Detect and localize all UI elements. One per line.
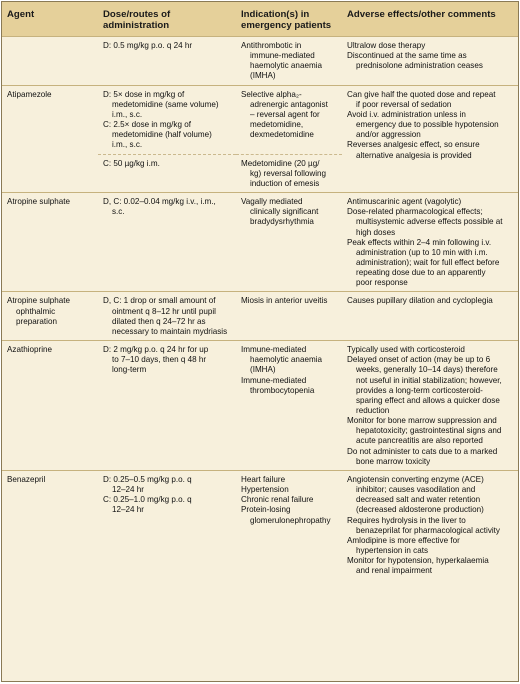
adverse-cell: Angiotensin converting enzyme (ACE) inhibitor; causes vasodilation and decreased salt and water retention (decreased aldosterone production) Requires hydrolysis in the liver to benazeprilat for pharmacological activity Amlodipine is more effective for hypertension in cats Monitor for hypotension, hyperkalaemia and renal impairment xyxy=(342,470,518,579)
table-row xyxy=(2,292,518,341)
adverse-cell: Typically used with corticosteroid Delayed onset of action (may be up to 6 weeks, generally 10–14 days) therefore not useful in initial stabilization; however, provides a long-term corticosteroid- sparing effect and allows a quicker dose reduction Monitor for bone marrow suppression and hepatotoxicity; gastrointestinal signs and acute pancreatitis are also reported Do not administer to cats due to a marked bone marrow toxicity xyxy=(342,341,518,471)
dose-cell: D: 5× dose in mg/kg of medetomidine (same volume) i.m., s.c. C: 2.5× dose in mg/kg of medetomidine (half volume) i.m., s.c. xyxy=(98,85,236,154)
agent-cell xyxy=(2,37,98,86)
table-row xyxy=(2,85,518,154)
agent-cell: Azathioprine xyxy=(2,341,98,471)
dose-cell: D: 2 mg/kg p.o. q 24 hr for up to 7–10 days, then q 48 hr long-term xyxy=(98,341,236,471)
header-adverse: Adverse effects/other comments xyxy=(342,2,518,37)
table-row xyxy=(2,193,518,292)
adverse-cell: Antimuscarinic agent (vagolytic) Dose-related pharmacological effects; multisystemic adverse effects possible at high doses Peak effects within 2–4 min following i.v. administration (up to 10 min with i.m. administration); wait for full effect before repeating dose due to an apparently poor response xyxy=(342,193,518,292)
drug-table-page xyxy=(1,1,519,682)
indication-cell: Miosis in anterior uveitis xyxy=(236,292,342,341)
adverse-cell: Can give half the quoted dose and repeat if poor reversal of sedation Avoid i.v. administration unless in emergency due to possible hypotension and/or aggression Reverses analgesic effect, so ensure alternative analgesia is provided xyxy=(342,85,518,192)
dose-cell: C: 50 µg/kg i.m. xyxy=(98,154,236,192)
agent-cell: Atipamezole xyxy=(2,85,98,192)
drug-table xyxy=(2,2,518,580)
dose-cell: D: 0.25–0.5 mg/kg p.o. q 12–24 hr C: 0.25–1.0 mg/kg p.o. q 12–24 hr xyxy=(98,470,236,579)
agent-cell: Atropine sulphate ophthalmic preparation xyxy=(2,292,98,341)
header-dose: Dose/routes of administration xyxy=(98,2,236,37)
table-header-row xyxy=(2,2,518,37)
adverse-cell: Ultralow dose therapy Discontinued at the same time as prednisolone administration ceases xyxy=(342,37,518,86)
table-row xyxy=(2,341,518,471)
dose-cell: D, C: 1 drop or small amount of ointment q 8–12 hr until pupil dilated then q 24–72 hr as necessary to maintain mydriasis xyxy=(98,292,236,341)
indication-cell: Vagally mediated clinically significant bradydysrhythmia xyxy=(236,193,342,292)
agent-cell: Atropine sulphate xyxy=(2,193,98,292)
indication-cell: Heart failure Hypertension Chronic renal failure Protein-losing glomerulonephropathy xyxy=(236,470,342,579)
adverse-cell: Causes pupillary dilation and cycloplegia xyxy=(342,292,518,341)
table-row xyxy=(2,470,518,579)
indication-cell: Antithrombotic in immune-mediated haemolytic anaemia (IMHA) xyxy=(236,37,342,86)
dose-cell: D: 0.5 mg/kg p.o. q 24 hr xyxy=(98,37,236,86)
indication-cell: Medetomidine (20 µg/ kg) reversal following induction of emesis xyxy=(236,154,342,192)
indication-cell: Selective alpha₂- adrenergic antagonist – reversal agent for medetomidine, dexmedetomidine xyxy=(236,85,342,154)
dose-cell: D, C: 0.02–0.04 mg/kg i.v., i.m., s.c. xyxy=(98,193,236,292)
indication-cell: Immune-mediated haemolytic anaemia (IMHA) Immune-mediated thrombocytopenia xyxy=(236,341,342,471)
header-indication: Indication(s) in emergency patients xyxy=(236,2,342,37)
table-row xyxy=(2,37,518,86)
agent-cell: Benazepril xyxy=(2,470,98,579)
header-agent: Agent xyxy=(2,2,98,37)
